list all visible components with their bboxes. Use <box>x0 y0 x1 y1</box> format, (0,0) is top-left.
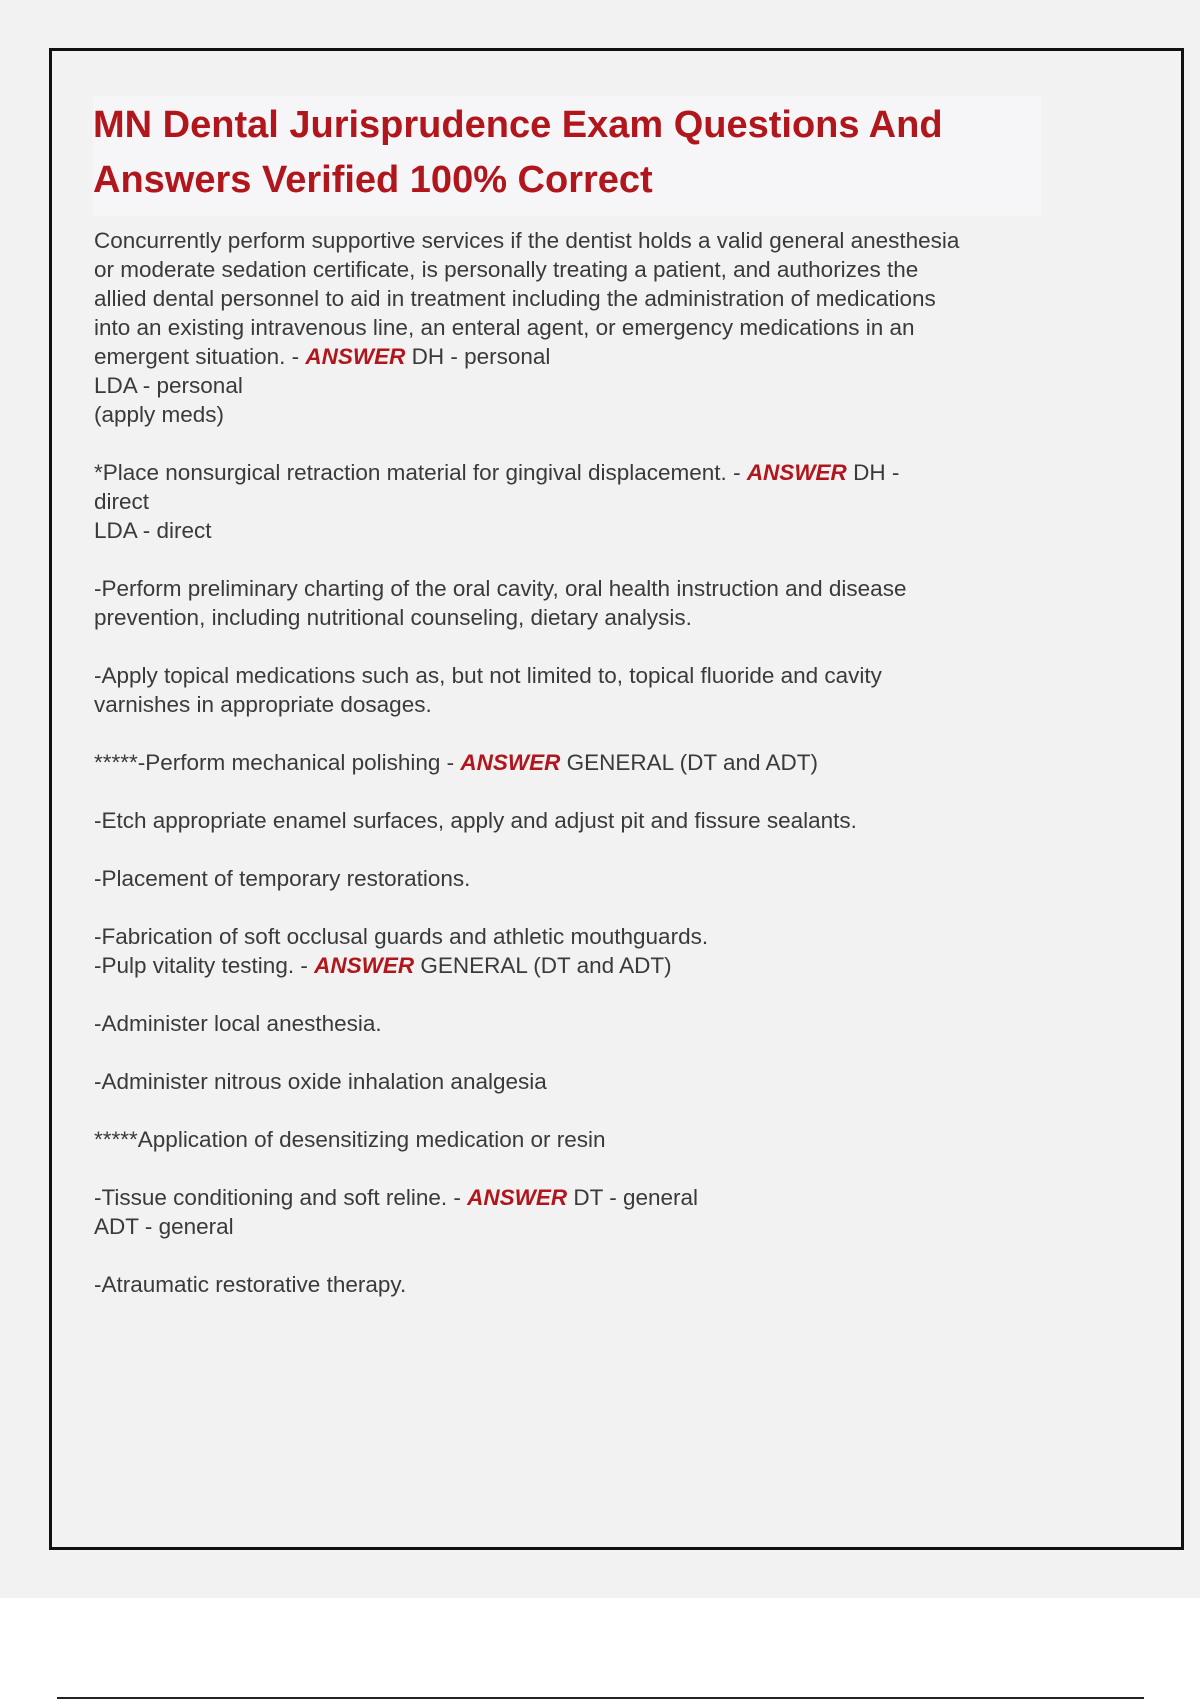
title-line-1: MN Dental Jurisprudence Exam Questions And <box>93 104 943 146</box>
answer-text: GENERAL (DT and ADT) <box>414 953 672 978</box>
qa-item-1 <box>94 226 1084 429</box>
question-answer-line <box>94 342 1084 371</box>
question-line: prevention, including nutritional counseling, dietary analysis. <box>94 605 692 630</box>
answer-label: ANSWER <box>460 750 561 775</box>
question-answer-line <box>94 1183 1084 1212</box>
question-line: -Etch appropriate enamel surfaces, apply and adjust pit and fissure sealants. <box>94 808 857 833</box>
qa-item-2 <box>94 458 1084 545</box>
question-4 <box>94 661 1084 719</box>
answer-label: ANSWER <box>467 1185 568 1210</box>
question-line: into an existing intravenous line, an enteral agent, or emergency medications in an <box>94 315 915 340</box>
question-line: allied dental personnel to aid in treatment including the administration of medications <box>94 286 936 311</box>
answer-line: LDA - personal <box>94 373 243 398</box>
title-line-2: Answers Verified 100% Correct <box>93 159 653 201</box>
question-answer-line <box>94 748 1084 777</box>
question-line: -Apply topical medications such as, but not limited to, topical fluoride and cavity <box>94 663 882 688</box>
answer-line: direct <box>94 489 150 514</box>
question-answer-line <box>94 951 1084 980</box>
answer-text: DT - general <box>567 1185 699 1210</box>
question-11 <box>94 1125 1084 1154</box>
answer-text: GENERAL (DT and ADT) <box>560 750 818 775</box>
question-line: -Administer nitrous oxide inhalation analgesia <box>94 1069 547 1094</box>
answer-line: (apply meds) <box>94 402 225 427</box>
answer-label: ANSWER <box>746 460 847 485</box>
question-line: -Perform preliminary charting of the oral cavity, oral health instruction and disease <box>94 576 907 601</box>
question-line: -Administer local anesthesia. <box>94 1011 382 1036</box>
answer-text: DH - personal <box>405 344 551 369</box>
question-line: or moderate sedation certificate, is personally treating a patient, and authorizes the <box>94 257 919 282</box>
qa-item-8 <box>94 922 1084 980</box>
footer-divider <box>57 1697 1144 1699</box>
answer-label: ANSWER <box>305 344 406 369</box>
question-9 <box>94 1009 1084 1038</box>
answer-text: DH - <box>846 460 900 485</box>
title-block <box>93 96 1041 216</box>
qa-item-5 <box>94 748 1084 777</box>
question-3 <box>94 574 1084 632</box>
qa-item-12 <box>94 1183 1084 1241</box>
question-text: -Tissue conditioning and soft reline. - <box>94 1185 468 1210</box>
answer-label: ANSWER <box>314 953 415 978</box>
question-text: *****-Perform mechanical polishing - <box>94 750 461 775</box>
question-line: -Atraumatic restorative therapy. <box>94 1272 407 1297</box>
question-13 <box>94 1270 1084 1299</box>
document-body <box>94 226 1084 1299</box>
question-line: Concurrently perform supportive services if the dentist holds a valid general anesthesia <box>94 228 960 253</box>
question-text: emergent situation. - <box>94 344 306 369</box>
answer-line: LDA - direct <box>94 518 212 543</box>
question-answer-line <box>94 458 1084 487</box>
question-10 <box>94 1067 1084 1096</box>
question-line: *****Application of desensitizing medication or resin <box>94 1127 606 1152</box>
answer-line: ADT - general <box>94 1214 234 1239</box>
question-text: *Place nonsurgical retraction material for gingival displacement. - <box>94 460 747 485</box>
question-line: varnishes in appropriate dosages. <box>94 692 432 717</box>
question-text: -Pulp vitality testing. - <box>94 953 315 978</box>
question-6 <box>94 806 1084 835</box>
document-title <box>93 98 1041 208</box>
question-line: -Placement of temporary restorations. <box>94 866 471 891</box>
question-line: -Fabrication of soft occlusal guards and athletic mouthguards. <box>94 924 709 949</box>
question-7 <box>94 864 1084 893</box>
